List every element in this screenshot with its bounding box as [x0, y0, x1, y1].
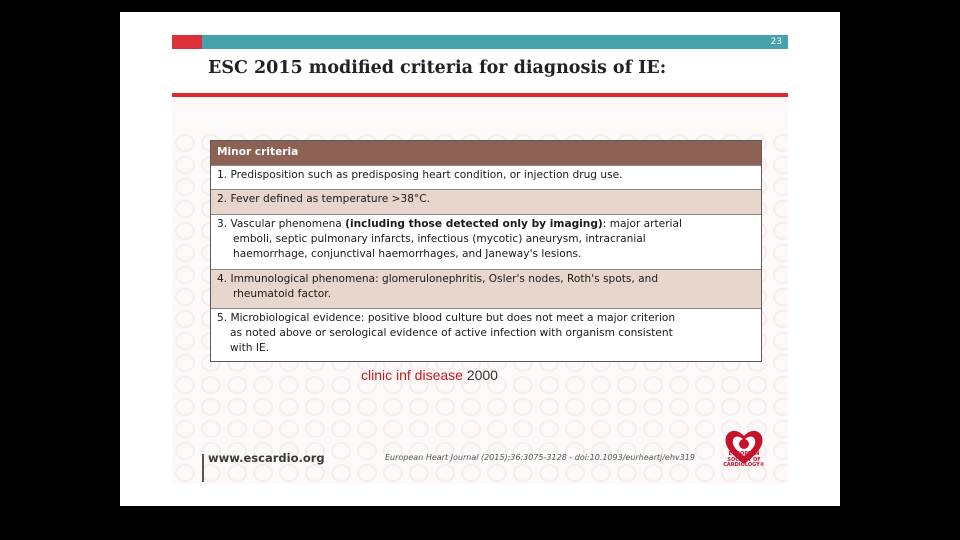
table-row	[211, 165, 761, 189]
footer-bar	[202, 454, 204, 482]
footer-url[interactable]: www.escardio.org	[208, 451, 325, 465]
row-text: 1. Predisposition such as predisposing heart condition, or injection drug use.	[217, 169, 623, 181]
table-row	[211, 189, 761, 214]
row-text-suffix: : major arterial	[602, 218, 682, 230]
row-text: haemorrhage, conjunctival haemorrhages, and Janeway's lesions.	[233, 248, 582, 260]
logo-text-line: CARDIOLOGY®	[723, 462, 765, 468]
row-text: 2. Fever defined as temperature >38°C.	[217, 193, 431, 205]
row-text: rheumatoid factor.	[233, 288, 332, 300]
footer-reference: European Heart Journal (2015);36:3075-3128 - doi:10.1093/eurheartj/ehv319	[385, 453, 695, 462]
logo-text	[716, 452, 772, 469]
minor-criteria-table	[210, 140, 762, 362]
handwritten-annotation	[361, 367, 498, 383]
top-bar-teal	[202, 35, 788, 49]
slide-number: 23	[770, 37, 782, 47]
table-row	[211, 269, 761, 308]
table-header: Minor criteria	[211, 141, 761, 165]
logo-text-line: EUROPEAN	[728, 451, 760, 457]
annotation-year: 2000	[466, 367, 498, 383]
row-text: as noted above or serological evidence of active infection with organism consistent	[230, 327, 673, 339]
row-text: emboli, septic pulmonary infarcts, infectious (mycotic) aneurysm, intracranial	[233, 233, 646, 245]
table-row	[211, 214, 761, 269]
row-text: 5. Microbiological evidence: positive blood culture but does not meet a major criterion	[217, 312, 676, 324]
annotation-text: clinic inf disease	[361, 367, 463, 383]
top-bar-red	[172, 35, 202, 49]
row-text: 4. Immunological phenomena: glomerulonephritis, Osler's nodes, Roth's spots, and	[217, 273, 659, 285]
slide-title: ESC 2015 modified criteria for diagnosis of IE:	[208, 58, 667, 78]
row-text-bold: (including those detected only by imaging)	[345, 218, 603, 230]
row-text: with IE.	[230, 342, 270, 354]
row-text	[217, 217, 761, 232]
row-text-prefix: 3. Vascular phenomena	[217, 218, 346, 230]
slide	[120, 12, 840, 506]
logo-text-line: SOCIETY OF	[727, 456, 761, 463]
table-row	[211, 308, 761, 361]
